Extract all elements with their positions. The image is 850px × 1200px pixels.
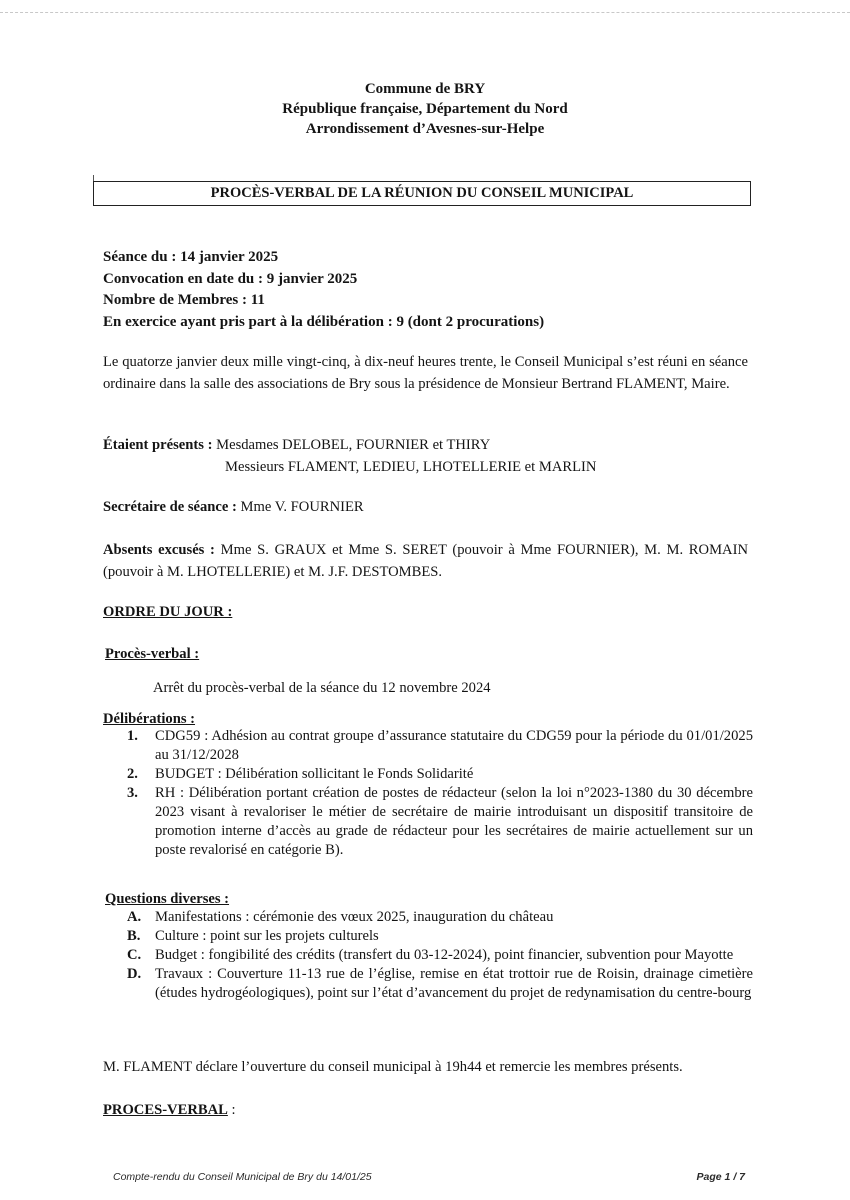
proces-verbal-text: Arrêt du procès-verbal de la séance du 12 novembre 2024 <box>153 680 491 696</box>
item-text: RH : Délibération portant création de postes de rédacteur (selon la loi n°2023-1380 du 30 décembre 2023 visant à revaloriser le métier de secrétaire de mairie introduisant un dispositif transitoire de promotion interne d’accès au grade de rédacteur pour les secrétaires de mairie actuellement sur un poste revalorisé en catégorie B). <box>155 785 753 858</box>
item-number: 1. <box>127 728 138 744</box>
item-letter: C. <box>127 947 142 963</box>
pv-heading: PROCES-VERBAL <box>103 1102 228 1118</box>
voters-count: En exercice ayant pris part à la délibération : 9 (dont 2 procurations) <box>103 313 545 330</box>
secretaire-label: Secrétaire de séance : <box>103 499 237 515</box>
item-letter: D. <box>127 966 142 982</box>
question-item <box>103 908 753 927</box>
deliberation-item <box>103 784 753 860</box>
title-box-tick <box>93 175 94 181</box>
seance-date: Séance du : 14 janvier 2025 <box>103 249 279 265</box>
questions-heading: Questions diverses : <box>105 891 230 907</box>
presents-label: Étaient présents : <box>103 437 213 453</box>
item-text: Budget : fongibilité des crédits (transfert du 03-12-2024), point financier, subvention pour Mayotte <box>155 947 734 963</box>
deliberations-heading: Délibérations : <box>103 711 196 727</box>
question-item <box>103 927 753 946</box>
item-letter: A. <box>127 909 142 925</box>
deliberation-item <box>103 765 753 784</box>
presents-section <box>103 434 748 478</box>
secretaire-value: Mme V. FOURNIER <box>240 499 364 515</box>
scan-edge-line <box>0 12 850 13</box>
absents-value: Mme S. GRAUX et Mme S. SERET (pouvoir à Mme FOURNIER), M. M. ROMAIN (pouvoir à M. LHOTELLERIE) et M. J.F. DESTOMBES. <box>103 542 748 580</box>
absents-section <box>103 540 748 583</box>
convocation-date: Convocation en date du : 9 janvier 2025 <box>103 270 358 287</box>
pv-heading-line <box>103 1101 748 1120</box>
republique-line: République française, Département du Nord <box>282 101 568 117</box>
item-text: Culture : point sur les projets culturels <box>155 928 379 944</box>
questions-list <box>103 908 753 1003</box>
presents-mesdames: Mesdames DELOBEL, FOURNIER et THIRY <box>216 437 491 453</box>
intro-paragraph: Le quatorze janvier deux mille vingt-cinq, à dix-neuf heures trente, le Conseil Municipal s’est réuni en séance ordinaire dans la salle des associations de Bry sous la présidence de Monsieur Bertrand FLAMENT, Maire. <box>103 354 748 392</box>
footer-title: Compte-rendu du Conseil Municipal de Bry du 14/01/25 <box>113 1171 372 1183</box>
item-number: 2. <box>127 766 138 782</box>
ouverture-paragraph: M. FLAMENT déclare l’ouverture du conseil municipal à 19h44 et remercie les membres présents. <box>103 1059 683 1075</box>
item-text: CDG59 : Adhésion au contrat groupe d’assurance statutaire du CDG59 pour la période du 01/01/2025 au 31/12/2028 <box>155 728 753 763</box>
document-title <box>93 181 751 206</box>
absents-label: Absents excusés : <box>103 542 215 558</box>
commune-name: Commune de BRY <box>364 81 486 97</box>
item-text: Travaux : Couverture 11-13 rue de l’église, remise en état trottoir rue de Roisin, drainage cimetière (études hydrogéologiques), point sur l’état d’avancement du projet de redynamisation du centre-bourg <box>155 966 753 1001</box>
member-count: Nombre de Membres : 11 <box>103 292 265 308</box>
deliberation-item <box>103 727 753 765</box>
document-header <box>0 79 850 139</box>
deliberations-list <box>103 727 753 860</box>
title-text: PROCÈS-VERBAL DE LA RÉUNION DU CONSEIL MUNICIPAL <box>210 185 634 201</box>
item-number: 3. <box>127 785 138 801</box>
proces-verbal-heading: Procès-verbal : <box>105 646 200 662</box>
item-text: BUDGET : Délibération sollicitant le Fonds Solidarité <box>155 766 474 782</box>
meeting-meta <box>103 247 748 333</box>
ordre-du-jour-heading: ORDRE DU JOUR : <box>103 604 233 620</box>
arrondissement-line: Arrondissement d’Avesnes-sur-Helpe <box>305 121 545 137</box>
pv-heading-colon: : <box>227 1102 236 1118</box>
question-item <box>103 965 753 1003</box>
presents-messieurs: Messieurs FLAMENT, LEDIEU, LHOTELLERIE et MARLIN <box>225 459 597 475</box>
item-text: Manifestations : cérémonie des vœux 2025, inauguration du château <box>155 909 554 925</box>
item-letter: B. <box>127 928 141 944</box>
page-number: Page 1 / 7 <box>696 1171 745 1183</box>
secretaire-section <box>103 498 748 517</box>
question-item <box>103 946 753 965</box>
